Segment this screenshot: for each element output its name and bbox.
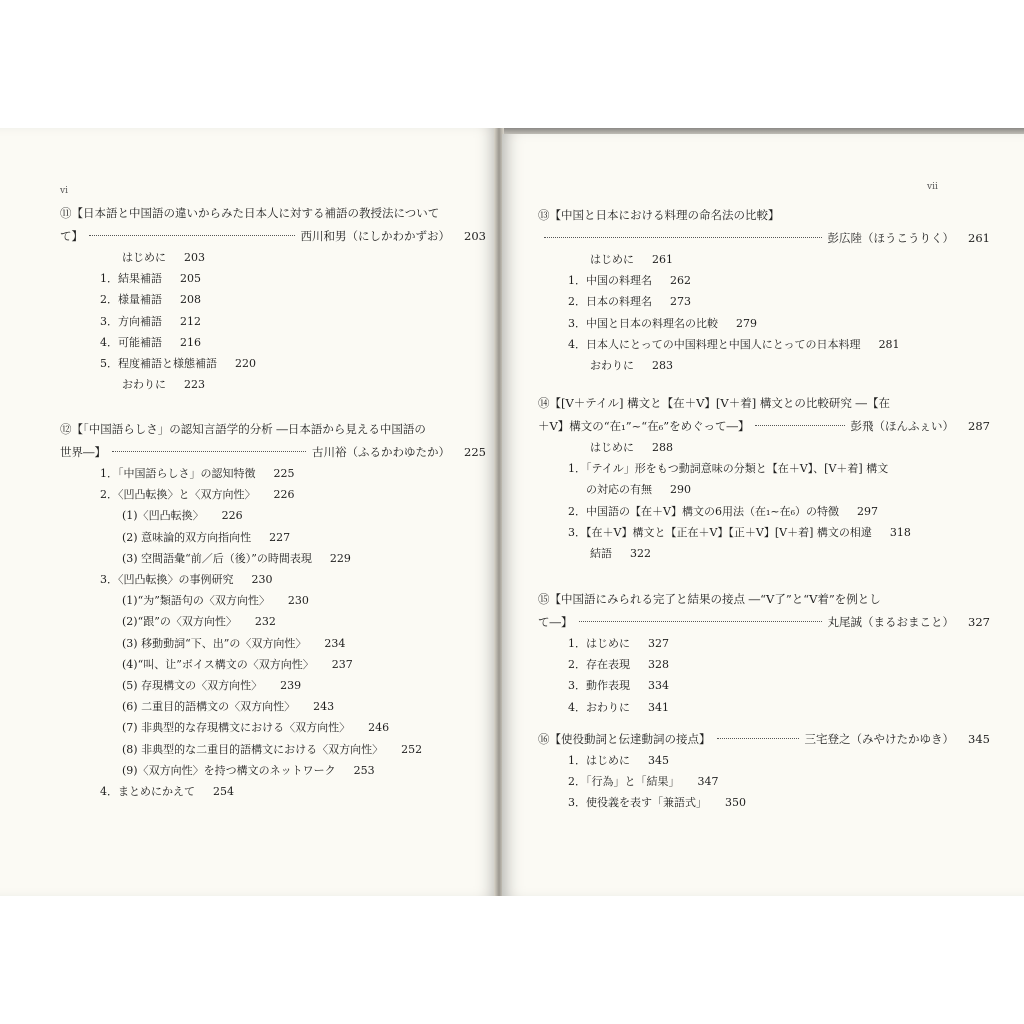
toc-entry	[538, 750, 990, 771]
toc-entry	[60, 374, 486, 395]
entry-label: (1)〈凹凸転換〉	[122, 509, 204, 523]
entry-page-number: 205	[180, 272, 201, 286]
left-page	[0, 128, 497, 896]
entry-page-number: 281	[878, 337, 900, 351]
entry-page-number: 225	[273, 467, 295, 480]
toc-entry	[60, 696, 486, 717]
entry-page-number: 252	[401, 742, 423, 756]
entry-page-number: 327	[648, 637, 669, 650]
toc-entry	[538, 334, 990, 355]
entry-page-number: 254	[213, 785, 234, 799]
section-title: ⑫【「中国語らしさ」の認知言語学的分析 ―日本語から見える中国語の	[60, 422, 426, 436]
entry-page-number: 283	[652, 359, 673, 373]
section-page-number: 261	[968, 231, 990, 245]
entry-page-number: 350	[725, 796, 746, 810]
toc-entry	[60, 289, 486, 310]
entry-label: 5．程度補語と様態補語	[100, 357, 217, 371]
entry-label: 1．結果補語	[100, 272, 162, 286]
entry-page-number: 212	[180, 314, 201, 328]
toc-entry	[538, 771, 990, 792]
dot-leader	[544, 237, 822, 238]
toc-entry	[538, 291, 990, 312]
entry-label: (7) 非典型的な存現構文における〈双方向性〉	[122, 721, 351, 735]
open-book	[0, 128, 1024, 896]
byline-lead-text: ＋V】構文の“在₁”~“在₆”をめぐって―】	[538, 419, 750, 433]
dot-leader	[755, 425, 844, 426]
entry-label: (4)“叫、让”ボイス構文の〈双方向性〉	[122, 657, 314, 671]
byline-lead-text: て】	[60, 229, 83, 243]
entry-page-number: 223	[184, 378, 205, 392]
author-name: 古川裕（ふるかわゆたか）	[312, 445, 451, 459]
toc-entry	[60, 675, 486, 696]
right-page	[502, 134, 1024, 896]
section-page-number: 345	[968, 732, 990, 746]
section-page-number: 327	[968, 615, 990, 629]
entry-label: 3．【在＋V】構文と【正在＋V】【正＋V】[V＋着] 構文の相違	[568, 525, 872, 539]
entry-page-number: 290	[670, 483, 691, 497]
entry-page-number: 216	[180, 335, 201, 349]
entry-label: (8) 非典型的な二重目的語構文における〈双方向性〉	[122, 742, 384, 756]
toc-section	[538, 728, 990, 814]
section-byline	[538, 728, 990, 750]
toc-entry	[60, 311, 486, 332]
toc-entry	[538, 355, 990, 376]
toc-entry	[60, 739, 486, 760]
entry-page-number: 328	[648, 658, 669, 672]
entry-page-number: 347	[697, 775, 719, 789]
toc-entry	[60, 353, 486, 374]
entry-label: (3) 移動動詞“下、出”の〈双方向性〉	[122, 636, 307, 650]
toc-entry	[60, 633, 486, 654]
toc-entry	[60, 332, 486, 353]
entry-page-number: 220	[235, 357, 256, 371]
toc-entry	[60, 505, 486, 526]
entry-page-number: 243	[313, 700, 335, 714]
entry-page-number: 227	[269, 530, 291, 544]
entry-label: 1．「テイル」形をもつ動詞意味の分類と【在＋V】、[V＋着] 構文	[568, 462, 889, 476]
toc-entry	[60, 463, 486, 484]
entry-label: 3．動作表現	[568, 679, 630, 693]
entry-label: 2．日本の料理名	[568, 295, 652, 309]
author-name: 西川和男（にしかわかずお）	[300, 229, 451, 243]
dot-leader	[717, 738, 799, 739]
entry-label: 1．中国の料理名	[568, 274, 652, 288]
section-byline	[60, 225, 486, 247]
toc-entry	[60, 527, 486, 548]
toc-section	[60, 202, 486, 395]
toc-entry	[538, 633, 990, 654]
author-name: 丸尾誠（まるおまこと）	[827, 615, 955, 629]
entry-label: 2．様量補語	[100, 293, 162, 307]
entry-page-number: 341	[648, 700, 669, 714]
entry-page-number: 318	[889, 525, 911, 539]
toc-entry	[60, 484, 486, 505]
entry-page-number: 279	[736, 316, 757, 330]
toc-entry	[60, 247, 486, 268]
entry-page-number: 262	[670, 274, 691, 288]
entry-label: (3) 空間語彙“前／后（後）”の時間表現	[122, 551, 312, 565]
toc-entry	[538, 479, 990, 500]
entry-page-number: 208	[180, 293, 201, 307]
byline-lead-text: ⑯【使役動詞と伝達動詞の接点】	[538, 732, 711, 746]
entry-page-number: 246	[368, 721, 390, 735]
entry-label: はじめに	[122, 251, 166, 264]
entry-label: 1．はじめに	[568, 754, 630, 767]
section-title: ⑭【[V＋テイル] 構文と【在＋V】[V＋着] 構文との比較研究 ―【在	[538, 396, 891, 410]
entry-page-number: 230	[287, 594, 309, 608]
section-byline	[538, 611, 990, 633]
left-page-number: vi	[60, 186, 68, 196]
entry-label: (5) 存現構文の〈双方向性〉	[122, 679, 263, 693]
entry-page-number: 226	[273, 488, 295, 502]
toc-entry	[538, 270, 990, 291]
section-title: ⑪【日本語と中国語の違いからみた日本人に対する補語の教授法について	[60, 206, 440, 220]
entry-page-number: 229	[329, 551, 351, 565]
byline-lead-text: 世界―】	[60, 445, 106, 459]
entry-label: 3．方向補語	[100, 314, 162, 328]
entry-label: 4．まとめにかえて	[100, 785, 195, 799]
right-page-number: vii	[927, 182, 938, 192]
toc-entry	[60, 781, 486, 802]
entry-page-number: 234	[324, 636, 346, 650]
entry-label: 2．〈凹凸転換〉と〈双方向性〉	[100, 488, 256, 502]
entry-page-number: 239	[280, 679, 302, 693]
entry-label: 4．おわりに	[568, 700, 630, 714]
toc-section	[538, 204, 990, 376]
author-name: 三宅登之（みやけたかゆき）	[804, 732, 955, 746]
entry-page-number: 232	[254, 615, 276, 629]
entry-label: (1)“为”類語句の〈双方向性〉	[122, 594, 270, 608]
entry-page-number: 253	[353, 763, 375, 777]
entry-page-number: 203	[184, 251, 205, 264]
toc-entry	[538, 458, 990, 479]
entry-label: 3．〈凹凸転換〉の事例研究	[100, 573, 234, 587]
entry-label: 1．「中国語らしさ」の認知特徴	[100, 467, 256, 480]
entry-label: 2．中国語の【在＋V】構文の6用法（在₁~在₆）の特徴	[568, 504, 839, 518]
entry-page-number: 230	[251, 573, 273, 587]
entry-label: 結語	[590, 547, 612, 561]
toc-entry	[538, 249, 990, 270]
section-byline	[538, 227, 990, 249]
entry-page-number: 297	[856, 504, 878, 518]
entry-label: 2．存在表現	[568, 658, 630, 672]
section-title: ⑮【中国語にみられる完了と結果の接点 ―“V了”と“V着”を例とし	[538, 592, 881, 606]
section-byline	[60, 441, 486, 463]
toc-entry	[60, 590, 486, 611]
toc-entry	[60, 268, 486, 289]
toc-entry	[538, 522, 990, 543]
entry-label: 4．可能補語	[100, 335, 162, 349]
toc-entry	[538, 543, 990, 564]
entry-page-number: 273	[670, 295, 691, 309]
toc-section	[538, 588, 990, 718]
toc-entry	[60, 654, 486, 675]
dot-leader	[89, 235, 295, 236]
entry-label: の対応の有無	[586, 483, 652, 497]
toc-entry	[60, 611, 486, 632]
entry-label: 3．使役義を表す「兼語式」	[568, 796, 707, 810]
entry-label: (2)“跟”の〈双方向性〉	[122, 615, 237, 629]
toc-entry	[538, 501, 990, 522]
entry-page-number: 237	[331, 657, 353, 671]
toc-entry	[538, 792, 990, 813]
byline-lead-text: て―】	[538, 615, 573, 629]
entry-label: 4．日本人にとっての中国料理と中国人にとっての日本料理	[568, 337, 861, 351]
entry-label: 2．「行為」と「結果」	[568, 775, 680, 789]
section-page-number: 287	[968, 419, 990, 433]
entry-page-number: 261	[652, 253, 673, 266]
toc-section	[60, 418, 486, 802]
entry-label: (2) 意味論的双方向指向性	[122, 530, 252, 544]
section-page-number: 203	[464, 229, 486, 243]
toc-section	[538, 392, 990, 564]
entry-label: 3．中国と日本の料理名の比較	[568, 316, 718, 330]
toc-entry	[538, 437, 990, 458]
toc-entry	[60, 569, 486, 590]
section-byline	[538, 415, 990, 437]
entry-page-number: 288	[652, 441, 673, 454]
dot-leader	[112, 451, 306, 452]
entry-label: はじめに	[590, 253, 634, 266]
author-name: 彭広陸（ほうこうりく）	[827, 231, 955, 245]
entry-page-number: 226	[221, 509, 243, 523]
toc-entry	[538, 675, 990, 696]
entry-label: はじめに	[590, 441, 634, 454]
entry-label: おわりに	[590, 359, 634, 373]
entry-label: (9)〈双方向性〉を持つ構文のネットワーク	[122, 763, 336, 777]
section-page-number: 225	[464, 445, 486, 459]
entry-page-number: 345	[648, 754, 669, 767]
entry-page-number: 334	[648, 679, 669, 693]
toc-entry	[538, 654, 990, 675]
dot-leader	[579, 621, 822, 622]
author-name: 彭飛（ほんふぇい）	[850, 419, 955, 433]
toc-entry	[60, 717, 486, 738]
toc-entry	[538, 313, 990, 334]
toc-entry	[538, 697, 990, 718]
toc-entry	[60, 760, 486, 781]
toc-entry	[60, 548, 486, 569]
entry-page-number: 322	[630, 547, 651, 561]
entry-label: おわりに	[122, 378, 166, 392]
section-title: ⑬【中国と日本における料理の命名法の比較】	[538, 208, 780, 222]
entry-label: 1．はじめに	[568, 637, 630, 650]
entry-label: (6) 二重目的語構文の〈双方向性〉	[122, 700, 296, 714]
